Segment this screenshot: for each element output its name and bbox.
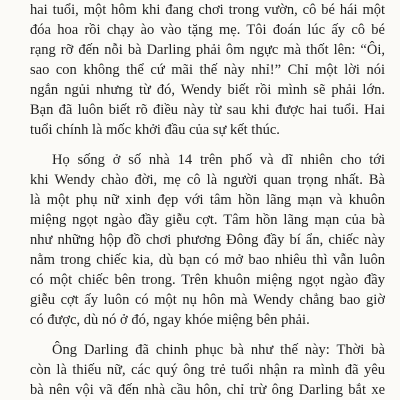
text-line: Họ sống ở số nhà 14 trên phố và dĩ nhiên cho tới (52, 152, 385, 168)
text-line: có được, dù nó ở đó, ngay khóe miệng bên phải. (30, 312, 310, 328)
text-line: hai tuổi, một hôm khi đang chơi trong vườn, cô bé hái một (30, 2, 385, 18)
text-line: khi Wendy chào đời, mẹ cô là người quan trọng nhất. Bà (30, 172, 385, 188)
text-line: như những hộp đồ chơi phương Đông đầy bí ẩn, chiếc này (30, 232, 385, 248)
text-line: tuổi chính là mốc khởi đầu của sự kết thúc. (30, 122, 280, 138)
body-text (30, 0, 385, 400)
text-line: còn là thiếu nữ, các quý ông trẻ tuổi nhận ra mình đã yêu (30, 362, 385, 378)
text-line: rạng rỡ đến nỗi bà Darling phải ôm ngực mà thốt lên: “Ôi, (30, 42, 385, 58)
text-line: giễu cợt ấy luôn có một nụ hôn mà Wendy chẳng bao giờ (30, 292, 385, 308)
text-line: là một phụ nữ xinh đẹp với tâm hồn lãng mạn và khuôn (30, 192, 385, 208)
text-line: nằm trong chiếc kia, dù bạn có mở bao nhiêu thì vẫn luôn (30, 252, 385, 268)
text-line: ngắn ngủi nhưng từ đó, Wendy biết rồi mình sẽ phải lớn. (30, 82, 385, 98)
text-line: Bạn đã luôn biết rõ điều này từ sau khi được hai tuổi. Hai (30, 102, 385, 118)
text-line: miệng ngọt ngào đầy giễu cợt. Tâm hồn lãng mạn của bà (30, 212, 385, 228)
text-line: đóa hoa rồi chạy ào vào tặng mẹ. Tôi đoán lúc ấy cô bé (30, 22, 385, 38)
text-line: có một chiếc bên trong. Trên khuôn miệng ngọt ngào đầy (30, 272, 385, 288)
paragraph-2 (30, 150, 385, 330)
paragraph-1 (30, 0, 385, 140)
paragraph-3 (30, 340, 385, 400)
text-line: Ông Darling đã chinh phục bà như thế này: Thời bà (52, 342, 385, 358)
text-line: sao con không thể cứ mãi thế này nhỉ!” Chỉ một lời nói (30, 62, 385, 78)
text-line: bà nên vội vã đến nhà cầu hôn, chỉ trừ ông Darling bắt xe (30, 382, 385, 398)
